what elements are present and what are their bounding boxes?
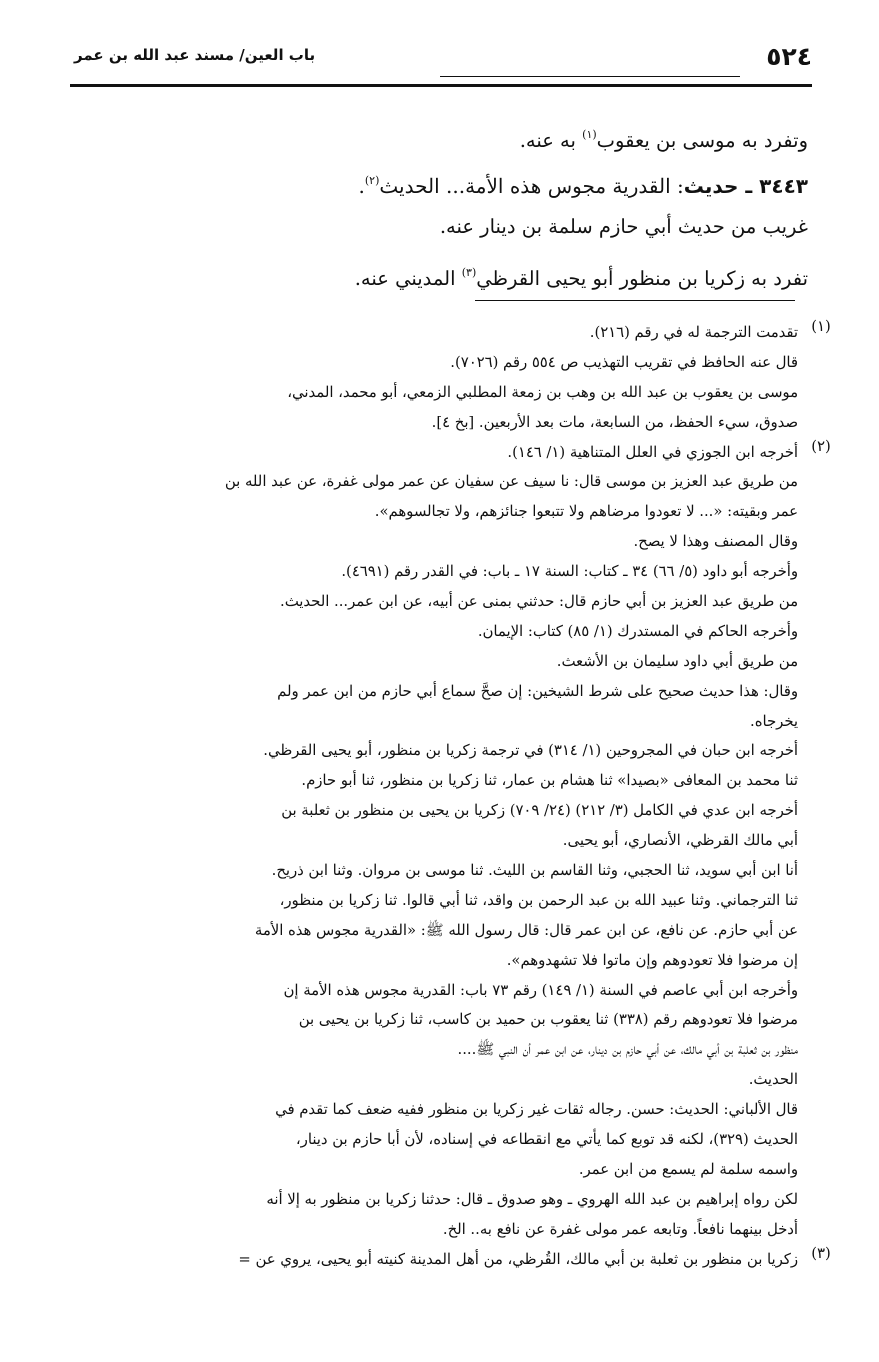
footnote-line: من طريق أبي داود سليمان بن الأشعث. xyxy=(556,652,798,670)
footnote-line: زكريا بن منظور بن ثعلبة بن أبي مالك، القُرظي، من أهل المدينة كنيته أبو يحيى، يروي عن = xyxy=(238,1250,798,1268)
footnote-line: أخرجه ابن حبان في المجروحين (١/ ٣١٤) في ترجمة زكريا بن منظور، أبو يحيى القرظي. xyxy=(263,742,798,760)
main-line-1: وتفرد به موسى بن يعقوب$^{(١)}$ به عنه. xyxy=(519,128,808,152)
footnote-line: وأخرجه ابن أبي عاصم في السنة (١/ ١٤٩) رقم ٧٣ باب: القدرية مجوس هذه الأمة إن xyxy=(283,981,798,999)
footnote-line: أخرجه ابن الجوزي في العلل المتناهية (١/ ١٤٦). xyxy=(507,443,798,461)
footnote-line: وأخرجه أبو داود (٥/ ٦٦) ٣٤ ـ كتاب: السنة ١٧ ـ باب: في القدر رقم (٤٦٩١). xyxy=(341,563,798,581)
hadith-heading: ٣٤٤٣ ـ حديث: القدرية مجوس هذه الأمة... الحديث$^{(٢)}$. xyxy=(358,174,808,198)
footnote-line: الحديث. xyxy=(748,1071,798,1089)
footnote-line: مرضوا فلا تعودوهم رقم (٣٣٨) ثنا يعقوب بن حميد بن كاسب، ثنا زكريا بن يحيى بن xyxy=(298,1011,798,1029)
footnote-ref-1[interactable]: (١) xyxy=(582,128,597,141)
footnotes xyxy=(48,318,840,1275)
running-title: باب العين/ مسند عبد الله بن عمر xyxy=(74,46,316,64)
footnote-2 xyxy=(48,438,840,1245)
footnote-line: أبي مالك القرظي، الأنصاري، أبو يحيى. xyxy=(562,832,798,850)
footnote-line: قال الألباني: الحديث: حسن. رجاله ثقات غير زكريا بن منظور ففيه ضعف كما تقدم في xyxy=(275,1101,798,1119)
footnote-line: منظور بن ثعلبة بن أبي مالك، عن أبي حازم بن دينار، عن ابن عمر أن النبي ﷺ.... xyxy=(457,1041,798,1059)
header-rule xyxy=(70,84,812,87)
hadith-label: حديث xyxy=(683,174,739,198)
hadith-number: ٣٤٤٣ xyxy=(759,174,808,198)
footnote-1 xyxy=(48,318,840,438)
footnote-line: واسمه سلمة لم يسمع من ابن عمر. xyxy=(578,1160,798,1178)
footnote-line: وقال المصنف وهذا لا يصح. xyxy=(633,533,798,551)
footnote-line: صدوق، سيء الحفظ، من السابعة، مات بعد الأربعين. [بخ ٤]. xyxy=(431,413,798,431)
header-rule-short xyxy=(440,76,740,77)
running-header xyxy=(70,40,812,84)
footnote-line: ثنا محمد بن المعافى «بصيدا» ثنا هشام بن عمار، ثنا زكريا بن منظور، ثنا أبو حازم. xyxy=(301,772,798,790)
footnote-line: تقدمت الترجمة له في رقم (٢١٦). xyxy=(589,324,798,341)
main-text xyxy=(100,112,808,296)
footnote-line: أدخل بينهما نافعاً. وتابعه عمر مولى غفرة عن نافع به.. الخ. xyxy=(442,1220,798,1238)
footnote-line: الحديث (٣٢٩)، لكنه قد توبع كما يأتي مع انقطاعه في إسناده، لأن أبا حازم بن دينار، xyxy=(295,1131,798,1149)
main-line-3: غريب من حديث أبي حازم سلمة بن دينار عنه. xyxy=(439,215,808,238)
footnote-line: من طريق عبد العزيز بن موسى قال: نا سيف عن سفيان عن عمر مولى غفرة، عن عبد الله بن xyxy=(224,473,798,491)
page-number: ٥٢٤ xyxy=(766,42,812,71)
footnote-line: يخرجاه. xyxy=(750,712,798,730)
main-line-4: تفرد به زكريا بن منظور أبو يحيى القرظي$^{(٣)}$ المديني عنه. xyxy=(354,266,808,290)
footnote-line: لكن رواه إبراهيم بن عبد الله الهروي ـ وهو صدوق ـ قال: حدثنا زكريا بن منظور به إلا أنه xyxy=(266,1190,798,1208)
footnote-line: قال عنه الحافظ في تقريب التهذيب ص ٥٥٤ رقم (٧٠٢٦). xyxy=(450,353,798,371)
hadith-text: : القدرية مجوس هذه الأمة... الحديث xyxy=(379,174,684,198)
footnote-line: عن أبي حازم. عن نافع، عن ابن عمر قال: قال رسول الله ﷺ: «القدرية مجوس هذه الأمة xyxy=(254,921,798,939)
footnote-marker: (٣) xyxy=(811,1244,831,1262)
footnote-ref-3[interactable]: (٣) xyxy=(461,266,477,279)
footnote-line: وأخرجه الحاكم في المستدرك (١/ ٨٥) كتاب: الإيمان. xyxy=(477,622,798,640)
footnote-ref-2[interactable]: (٢) xyxy=(364,174,380,187)
footnote-line: إن مرضوا فلا تعودوهم وإن ماتوا فلا تشهدوهم». xyxy=(506,951,798,969)
footnote-line: ثنا الترجماني. وثنا عبيد الله بن عبد الرحمن بن واقد، ثنا أبي قالوا. ثنا زكريا بن منظور، xyxy=(279,891,798,909)
footnote-line: من طريق عبد العزيز بن أبي حازم قال: حدثني بمنى عن أبيه، عن ابن عمر... الحديث. xyxy=(280,593,798,611)
footnote-line: موسى بن يعقوب بن عبد الله بن وهب بن زمعة المطلبي الزمعي، أبو محمد، المدني، xyxy=(287,383,798,401)
footnote-marker: (١) xyxy=(811,318,831,335)
footnote-line: وقال: هذا حديث صحيح على شرط الشيخين: إن صحَّ سماع أبي حازم من ابن عمر ولم xyxy=(277,682,798,700)
footnote-line: عمر وبقيته: «... لا تعودوا مرضاهم ولا تتبعوا جنائزهم، ولا تجالسوهم». xyxy=(374,503,798,521)
footnote-line: أنا ابن أبي سويد، ثنا الحجبي، وثنا القاسم بن الليث. ثنا موسى بن مروان. وثنا ابن ذريح. xyxy=(271,862,798,880)
footnote-marker: (٢) xyxy=(811,437,831,455)
footnote-line: أخرجه ابن عدي في الكامل (٣/ ٢١٢) (٢٤/ ٧٠٩) زكريا بن يحيى بن منظور بن ثعلبة بن xyxy=(281,802,798,820)
footnote-3 xyxy=(48,1245,840,1275)
